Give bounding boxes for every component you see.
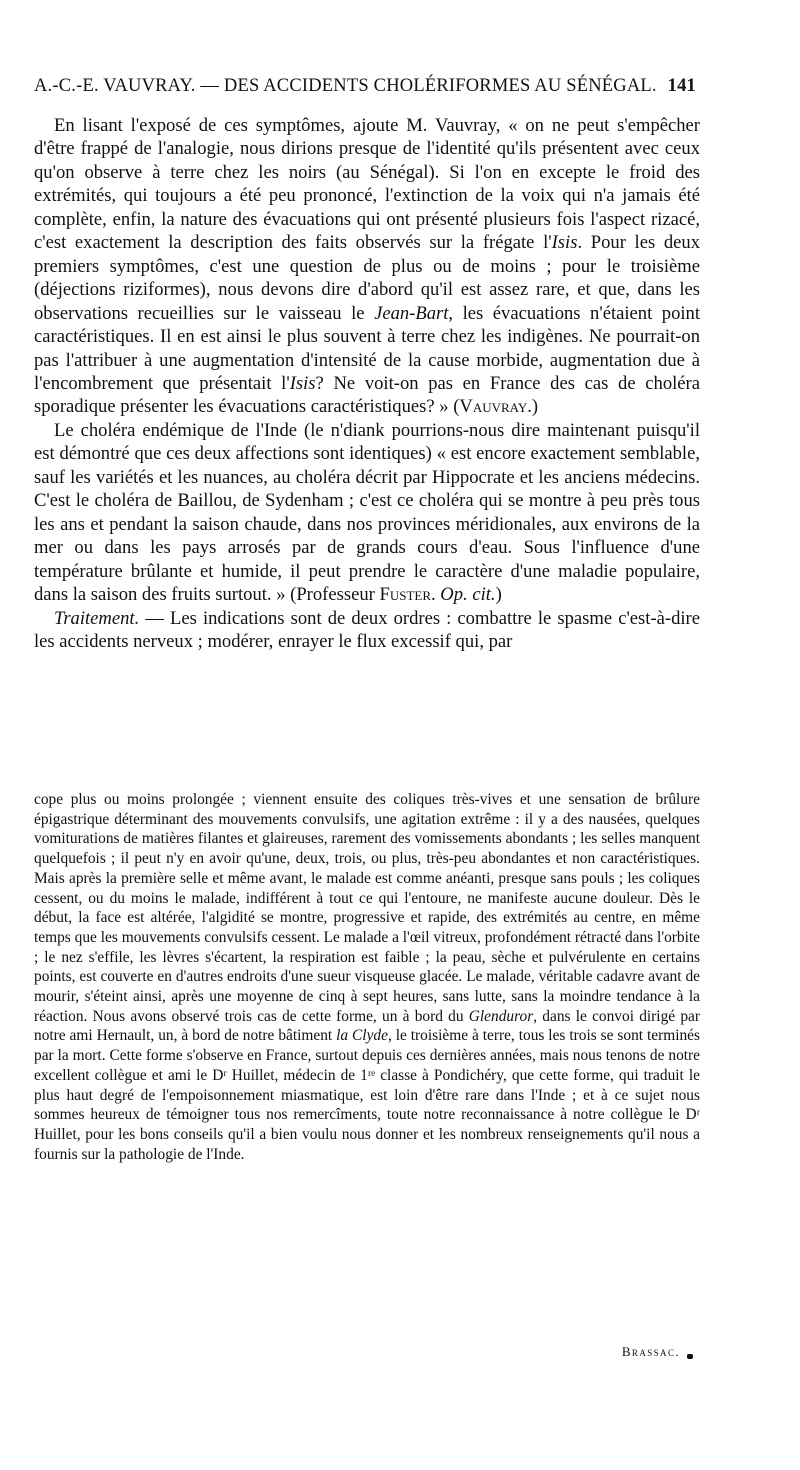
author-name: Fuster [379, 584, 431, 606]
text-run: ? Ne voit-on pas en France des cas de choléra sporadique présenter les évacuations caractéristiques? » ( [34, 372, 700, 418]
paragraph-vauvray-quote [34, 114, 700, 419]
text-run: , le troisième à terre, tous les trois se sont terminés par la mort. Cette forme s'observe en France, surtout depuis ces dernières années, mais nous tenons de notre excellent collègue et ami le Dʳ Huillet, médecin de 1ʳᵉ classe à Pondichéry, que cette forme, qui traduit le plus haut degré de l'empoisonnement miasmatique, est loin d'être rare dans l'Inde ; et à ce sujet nous sommes heureux de témoigner tous nos remercîments, toute notre reconnaissance à notre collègue le Dʳ Huillet, pour les bons conseils qu'il a bien voulu nous donner et les nombreux renseignements qu'il nous a fournis sur la pathologie de l'Inde. [34, 1027, 700, 1163]
page-number: 141 [667, 76, 696, 96]
text-run: Le choléra endémique de l'Inde (le n'diank pourrions-nous dire maintenant puisqu'il est démontré que ces deux affections sont identiques) « est encore exactement semblable, sauf les variétés et les nuances, au choléra décrit par Hippocrate et les anciens médecins. C'est le choléra de Baillou, de Sydenham ; c'est ce choléra qui se montre à peu près tous les ans et pendant la saison chaude, dans nos provinces méridionales, aux environs de la mer ou dans les pays arrosés par de grands cours d'eau. Sous l'influence d'une température brûlante et humide, il peut prendre le caractère d'une maladie populaire, dans la saison des fruits surtout. » (Professeur [34, 419, 700, 606]
footnote-paragraph [34, 790, 700, 1164]
running-head-title: A.-C.-E. VAUVRAY. — DES ACCIDENTS CHOLÉRIFORMES AU SÉNÉGAL. [34, 76, 657, 96]
main-text [34, 114, 700, 653]
text-run: ) [495, 584, 502, 606]
ship-name-isis: Isis [551, 232, 578, 254]
footnote-block [34, 790, 700, 1164]
signature: Brassac. [621, 1344, 680, 1359]
text-run: En lisant l'exposé de ces symptômes, ajoute M. Vauvray, « on ne peut s'empêcher d'être frappé de l'analogie, nous dirions presque de l'identité qu'ils présentent avec ceux qu'on observe à terre chez les noirs (au Sénégal). Si l'on en excepte le froid des extrémités, qui toujours a été peu prononcé, l'extinction de la voix qui n'a jamais été complète, enfin, la nature des évacuations qui ont présenté plusieurs fois l'aspect rizacé, c'est exactement la description des faits observés sur la frégate l' [34, 115, 700, 254]
ink-mark [687, 1354, 693, 1359]
section-heading: Traitement. [54, 607, 140, 629]
text-run: . [431, 584, 441, 606]
text-run: cope plus ou moins prolongée ; viennent ensuite des coliques très-vives et une sensation de brûlure épigastrique déterminant des mouvements convulsifs, une agitation extrême : il y a des nausées, quelques vomiturations de matières filantes et glaireuses, rarement des vomissements abondants ; les selles manquent quelquefois ; il peut n'y en avoir qu'une, deux, trois, ou plus, très-peu abondantes et non caractéristiques. Mais après la première selle et même avant, le malade est comme anéanti, presque sans pouls ; les coliques cessent, ou du moins le malade, indifférent à tout ce qui l'entoure, ne manifeste aucune douleur. Dès le début, la face est altérée, l'algidité se montre, progressive et rapide, des extrémités au centre, en même temps que les mouvements convulsifs cessent. Le malade a l'œil vitreux, profondément rétracté dans l'orbite ; le nez s'effile, les lèvres s'écartent, la respiration est faible ; la peau, sèche et pulvérulente en certains points, est couverte en d'autres endroits d'une sueur visqueuse glacée. Le malade, véritable cadavre avant de mourir, s'éteint ainsi, après une moyenne de cinq à sept heures, sans lutte, sans la moindre tendance à la réaction. Nous avons observé trois cas de cette forme, un à bord du [34, 791, 700, 1025]
text-run: , dans le convoi dirigé par notre ami Hernault, un, à bord de notre bâtiment [34, 1007, 700, 1045]
ship-name-glenduror: Glenduror [468, 1007, 534, 1025]
citation: Op. cit. [440, 584, 496, 606]
text-run: .) [527, 396, 539, 418]
author-name: Vauvray [459, 396, 528, 418]
text-run: — Les indications sont de deux ordres : combattre le spasme c'est-à-dire les accidents nerveux ; modérer, enrayer le flux excessif qui, par [34, 607, 700, 652]
running-header [34, 76, 696, 97]
paragraph-traitement [34, 607, 700, 654]
ship-name-jean-bart: Jean-Bart [374, 302, 449, 324]
ship-name-clyde: la Clyde [336, 1027, 388, 1045]
text-run: . Pour les deux premiers symptômes, c'est une question de plus ou de moins ; pour le troisième (déjections riziformes), nous devons dire d'abord qu'il est assez rare, et que, dans les observations recueillies sur le vaisseau le [34, 232, 700, 324]
paragraph-fuster-quote [34, 419, 700, 607]
ship-name-isis: Isis [289, 372, 316, 394]
text-run: , les évacuations n'étaient point caractéristiques. Il en est ainsi le plus souvent à terre chez les indigènes. Ne pourrait-on pas l'attribuer à une augmentation d'intensité de la cause morbide, augmentation due à l'encombrement que présentait l' [34, 302, 700, 394]
